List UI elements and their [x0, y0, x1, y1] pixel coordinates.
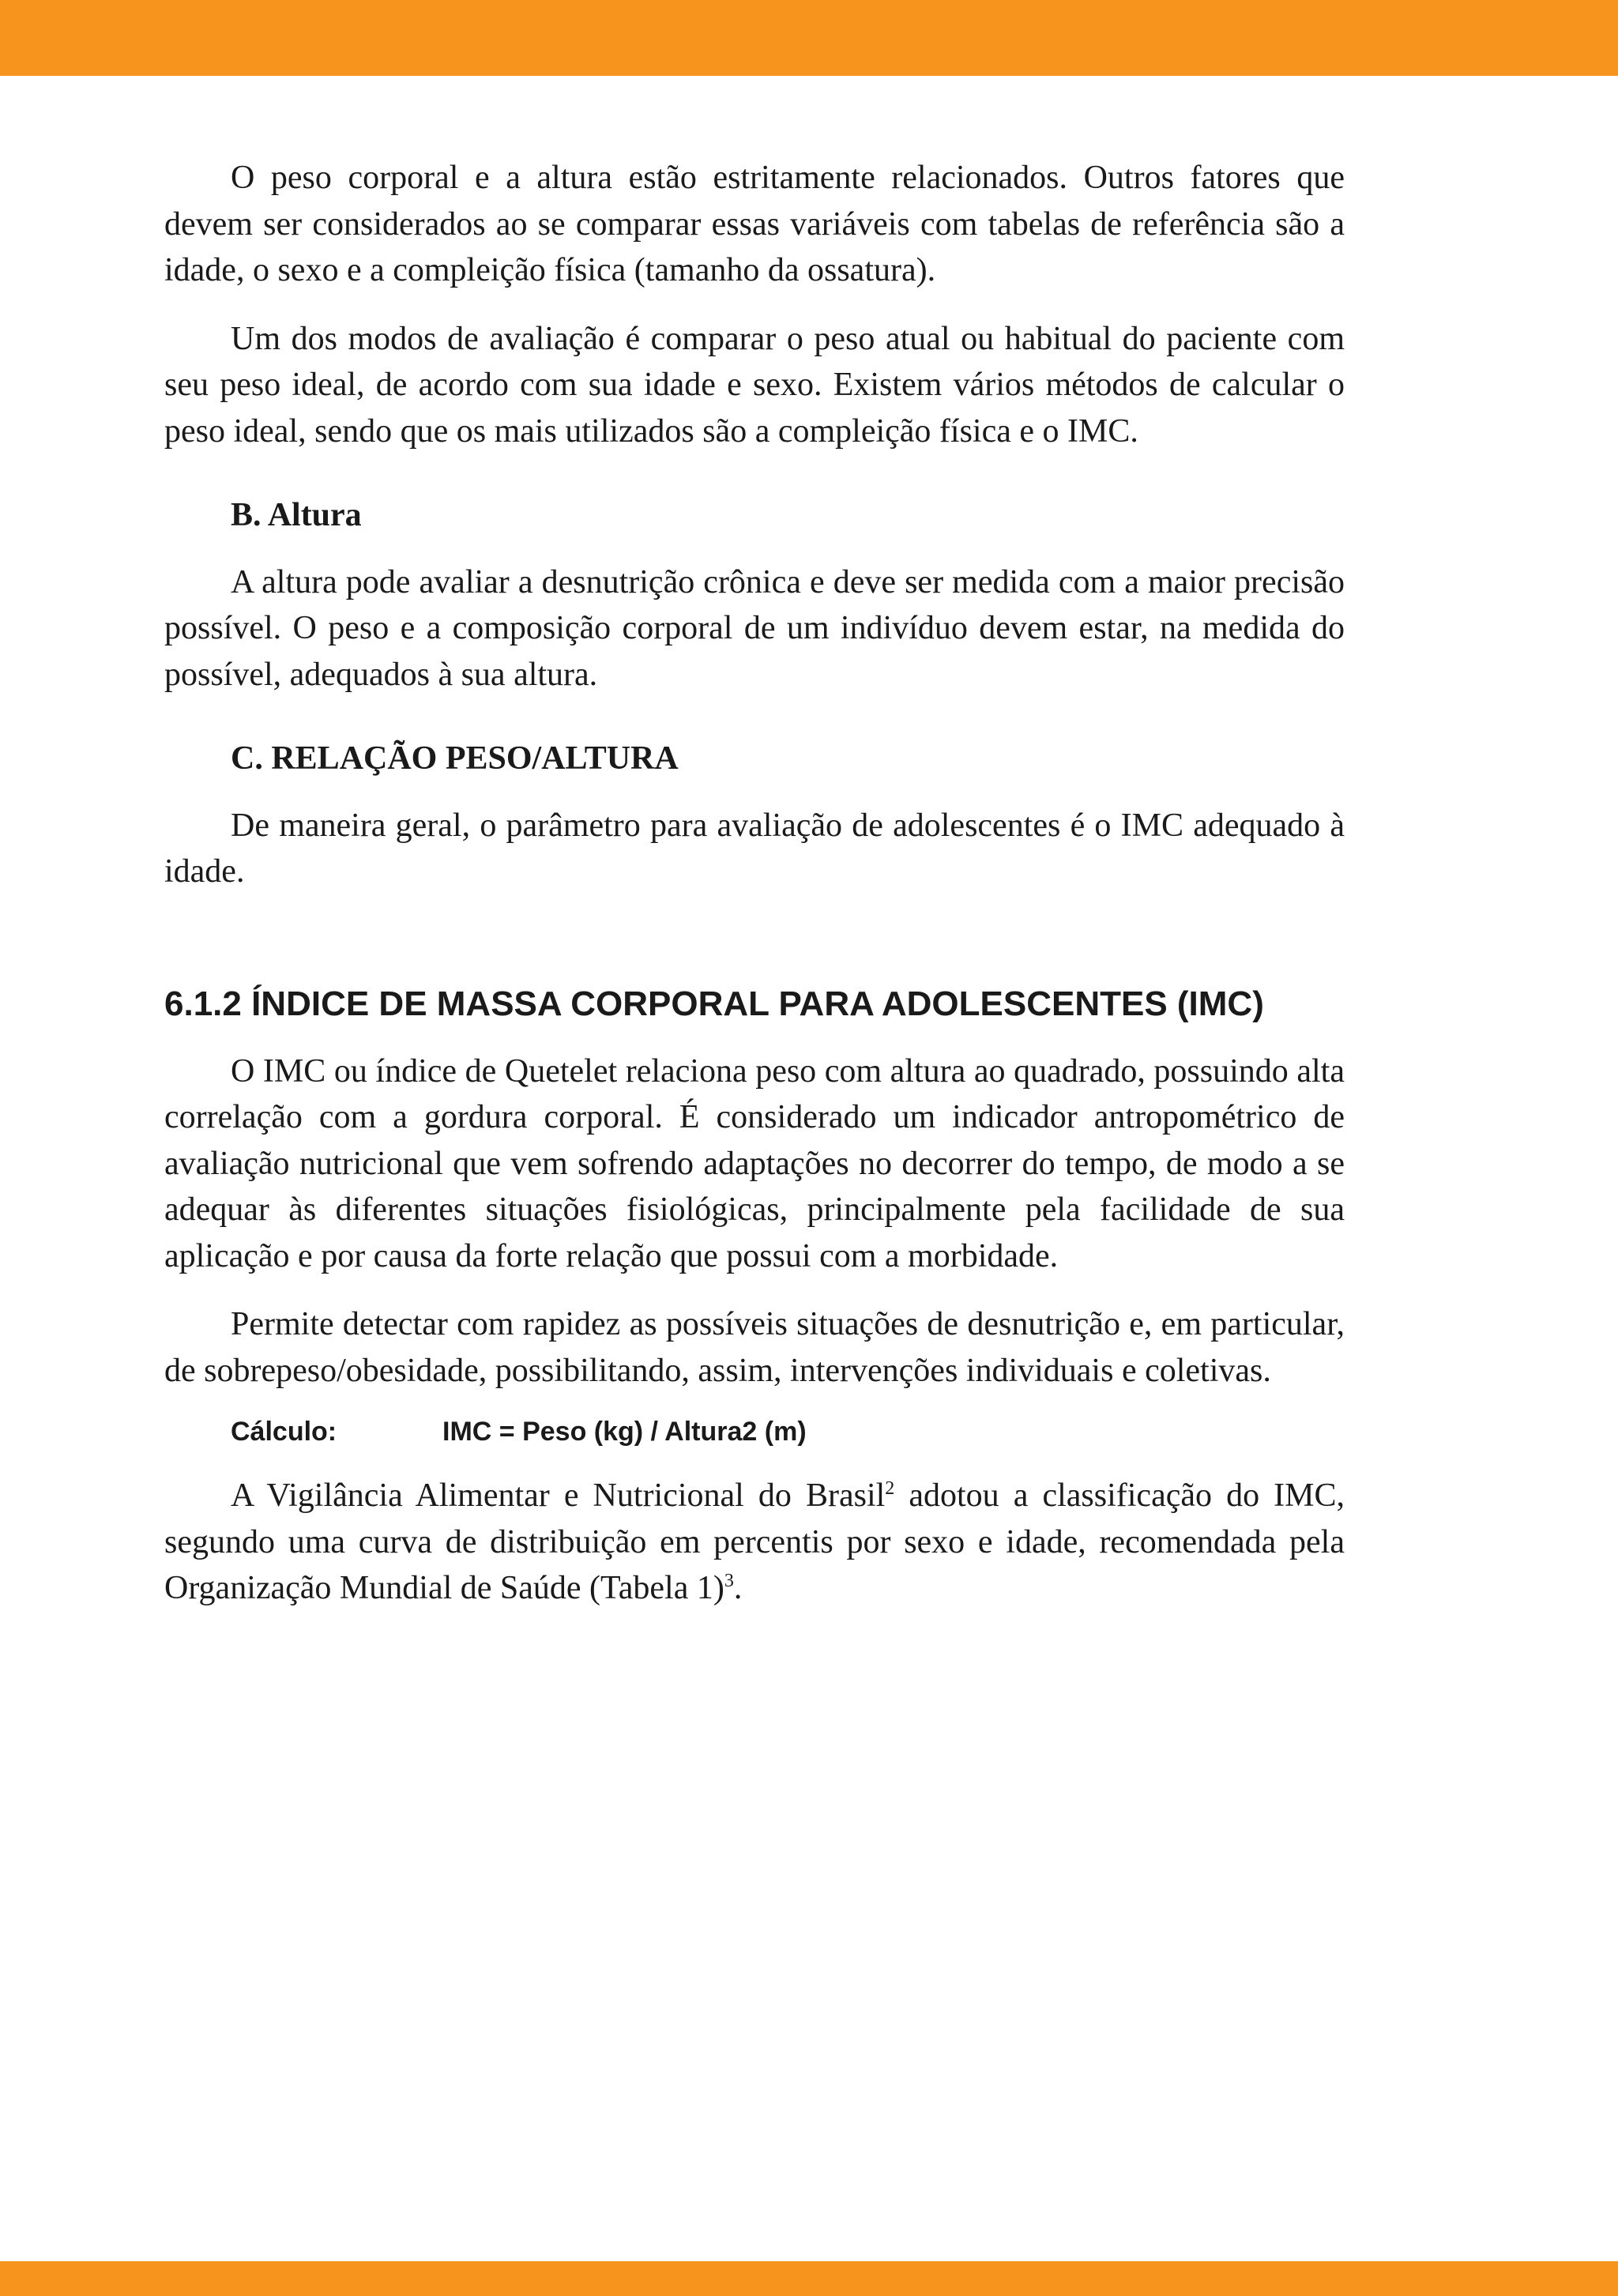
footnote-ref-3: 3 [724, 1571, 734, 1591]
calculation-line [164, 1411, 1345, 1452]
footer-accent-bar [0, 2261, 1618, 2296]
calculation-label: Cálculo: [231, 1417, 337, 1447]
paragraph-imc-definicao: O IMC ou índice de Quetelet relaciona peso com altura ao quadrado, possuindo alta correlação com a gordura corporal. É considerado um indicador antropométrico de avaliação nutricional que vem sofrendo adaptações no decorrer do tempo, de modo a se adequar às diferentes situações fisiológicas, principalmente pela facilidade de sua aplicação e por causa da forte relação que possui com a morbidade. [164, 1052, 1345, 1274]
subheading-altura: B. Altura [231, 497, 362, 533]
paragraph-vigilancia-part1: A Vigilância Alimentar e Nutricional do Brasil [231, 1477, 886, 1514]
footnote-ref-2: 2 [885, 1478, 895, 1499]
page-content [164, 155, 1345, 1612]
paragraph-relacao: De maneira geral, o parâmetro para avaliação de adolescentes é o IMC adequado à idade. [164, 807, 1345, 890]
paragraph-vigilancia-part2: adotou a classificação do IMC, segundo uma curva de distribuição em percentis por sexo e idade, recomendada pela Organização Mundial de Saúde (Tabela 1) [164, 1477, 1345, 1606]
paragraph-peso-altura: O peso corporal e a altura estão estritamente relacionados. Outros fatores que devem ser considerados ao se comparar essas variáveis com tabelas de referência são a idade, o sexo e a compleição física (tamanho da ossatura). [164, 160, 1345, 288]
paragraph-modos-avaliacao: Um dos modos de avaliação é comparar o peso atual ou habitual do paciente com seu peso ideal, de acordo com sua idade e sexo. Existem vários métodos de calcular o peso ideal, sendo que os mais utilizados são a compleição física e o IMC. [164, 320, 1345, 450]
paragraph-altura: A altura pode avaliar a desnutrição crônica e deve ser medida com a maior precisão possível. O peso e a composição corporal de um indivíduo devem estar, na medida do possível, adequados à sua altura. [164, 563, 1345, 693]
calculation-formula: IMC = Peso (kg) / Altura2 (m) [442, 1417, 807, 1447]
paragraph-vigilancia-part3: . [733, 1570, 743, 1606]
section-heading-imc: 6.1.2 ÍNDICE DE MASSA CORPORAL PARA ADOLESCENTES (IMC) [164, 984, 1264, 1023]
paragraph-vigilancia [164, 1473, 1345, 1612]
paragraph-imc-detectar: Permite detectar com rapidez as possíveis situações de desnutrição e, em particular, de sobrepeso/obesidade, possibilitando, assim, intervenções individuais e coletivas. [164, 1306, 1345, 1389]
header-accent-bar [0, 0, 1618, 76]
subheading-relacao-peso-altura: C. RELAÇÃO PESO/ALTURA [231, 740, 679, 777]
